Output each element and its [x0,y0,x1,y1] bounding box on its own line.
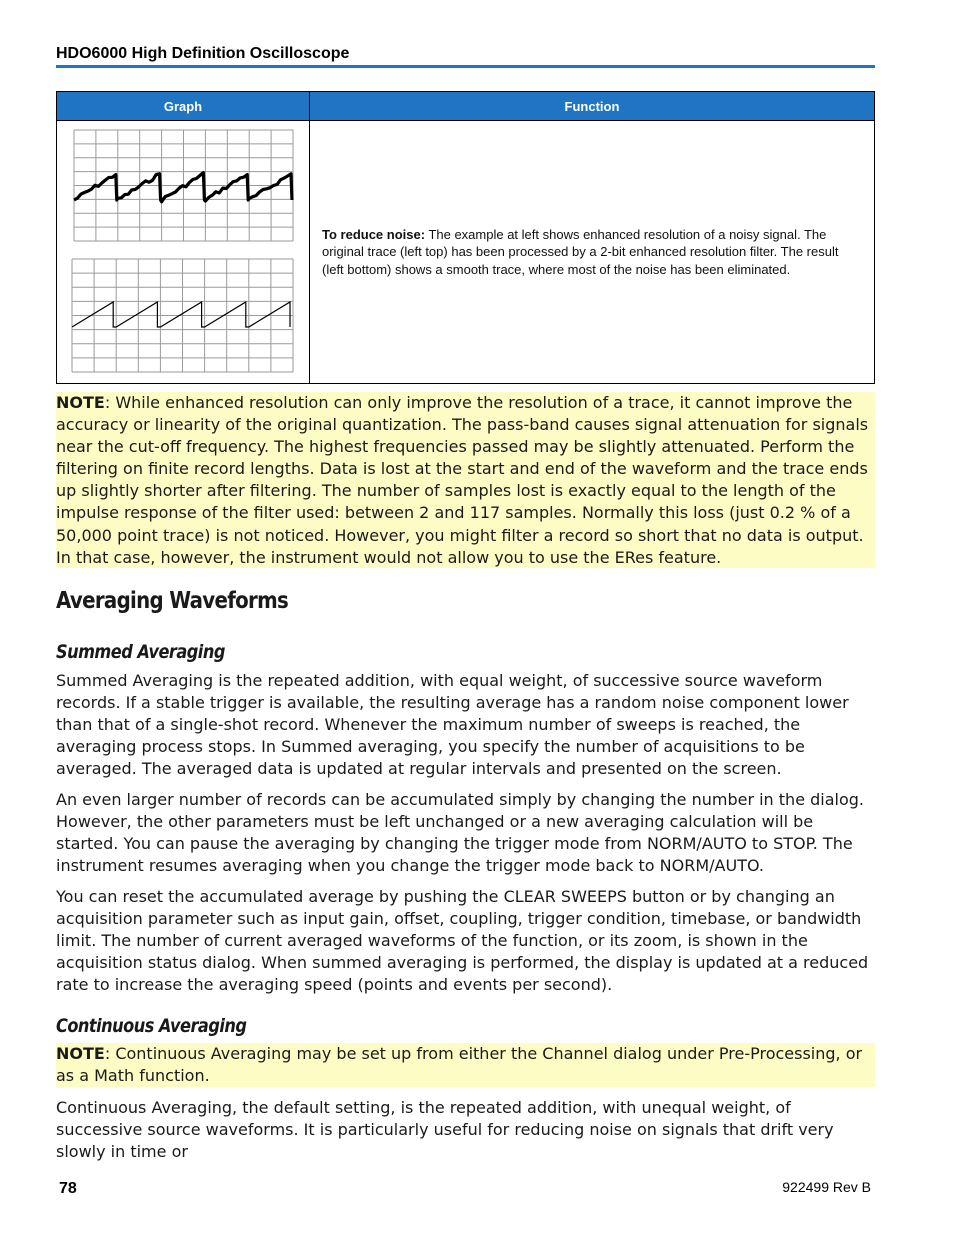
function-table [56,91,875,384]
continuous-paragraph-1: Continuous Averaging, the default setting, is the repeated addition, with unequal weight, of successive source waveforms. It is particularly useful for reducing noise on signals that drift very slowly in time or [56,1098,834,1162]
function-body: The example at left shows enhanced resolution of a noisy signal. The original trace (left top) has been processed by a 2-bit enhanced resolution filter. The result (left bottom) shows a smooth trace, where most of the noise has been eliminated. [322,226,839,277]
note-box-continuous [56,1043,875,1087]
summed-paragraph-2: An even larger number of records can be accumulated simply by changing the number in the dialog. However, the other parameters must be left unchanged or a new averaging calculation will be started. You can pause the averaging by changing the trigger mode from NORM/AUTO to STOP. The instrument resumes averaging when you change the trigger mode back to NORM/AUTO. [56,790,864,876]
note-box-ergres [56,392,875,568]
smooth-sawtooth-trace [72,302,290,327]
function-cell [310,121,875,384]
filtered-trace-grid [72,259,293,372]
summed-paragraph-1: Summed Averaging is the repeated addition, with equal weight, of successive source waveform records. If a stable trigger is available, the resulting average has a random noise component lower than that of a single-shot record. Whenever the maximum number of sweeps is reached, the averaging process stops. In Summed averaging, you specify the number of acquisitions to be averaged. The averaged data is updated at regular intervals and presented on the screen. [56,671,849,779]
page-number: 78 [59,1180,77,1197]
table-row [57,121,875,384]
note-text: : Continuous Averaging may be set up from either the Channel dialog under Pre-Processing, or as a Math function. [56,1044,863,1086]
section-title: Averaging Waveforms [56,588,289,614]
function-column-header: Function [310,92,875,121]
graph-column-header: Graph [57,92,310,121]
summed-paragraph-3: You can reset the accumulated average by pushing the CLEAR SWEEPS button or by changing an acquisition parameter such as input gain, offset, coupling, trigger condition, timebase, or bandwidth limit. The number of current averaged waveforms of the function, or its zoom, is shown in the acquisition status dialog. When summed averaging is performed, the display is updated at a reduced rate to increase the averaging speed (points and events per second). [56,887,869,995]
document-number: 922499 Rev B [782,1179,871,1195]
continuous-averaging-heading: Continuous Averaging [56,1015,247,1037]
document-header-title: HDO6000 High Definition Oscilloscope [56,45,350,62]
table-header-row [57,92,875,121]
function-label: To reduce noise: [322,226,426,242]
graph-cell [57,121,310,384]
note-label: NOTE [56,1044,105,1063]
header-rule [56,65,875,68]
function-description [310,226,874,279]
summed-averaging-heading: Summed Averaging [56,641,225,663]
note-label: NOTE [56,393,105,412]
note-text: : While enhanced resolution can only improve the resolution of a trace, it cannot improve the accuracy or linearity of the original quantization. The pass-band causes signal attenuation for signals near the cut-off frequency. The highest frequencies passed may be slightly attenuated. Perform the filtering on finite record lengths. Data is lost at the start and end of the waveform and the trace ends up slightly shorter after filtering. The number of samples lost is exactly equal to the length of the impulse response of the filter used: between 2 and 117 samples. Normally this loss (just 0.2 % of a 50,000 point trace) is not noticed. However, you might filter a record so short that no data is output. In that case, however, the instrument would not allow you to use the ERes feature. [56,393,869,567]
enhanced-resolution-graph [57,121,310,383]
